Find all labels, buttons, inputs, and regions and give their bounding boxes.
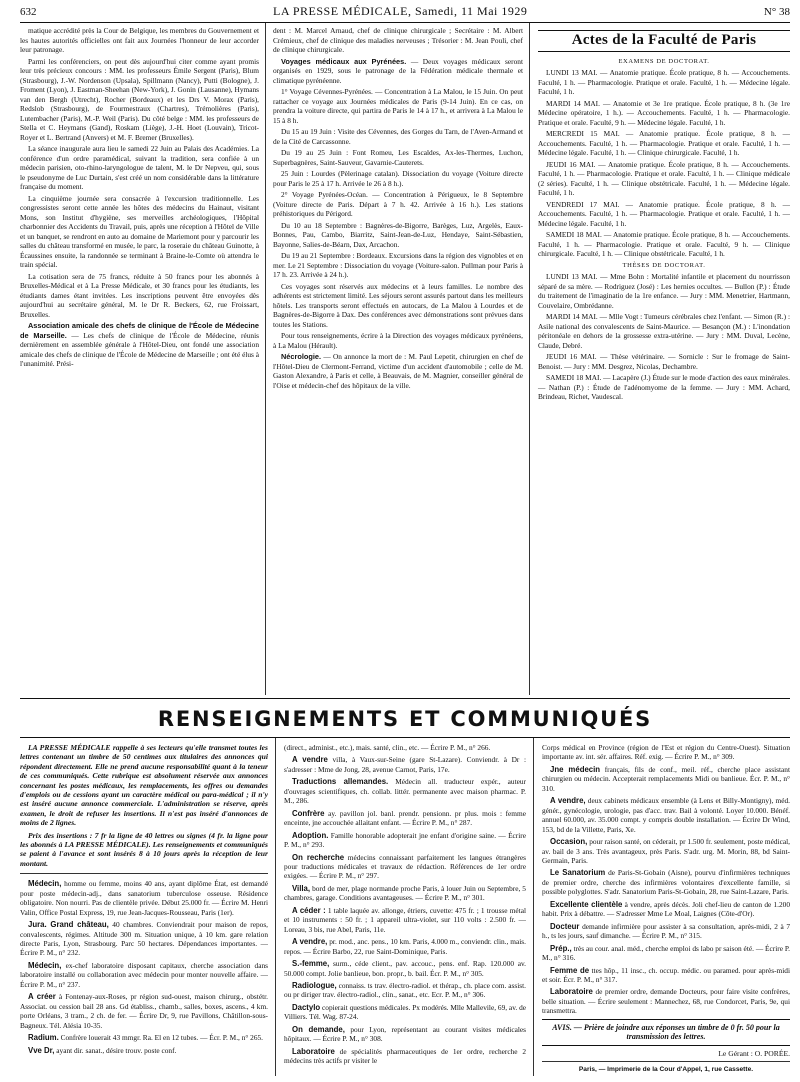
ad-text: demande infirmière pour assister à sa consultation, après-midi, 2 à 7 h., ts les jours, sauf dimanche. — Écrire P. M., n° 315.	[542, 921, 790, 941]
classified-ad	[284, 831, 526, 850]
classified-ad	[20, 961, 268, 989]
exam-entry: JEUDI 16 MAI. — Anatomie pratique. École pratique, 8 h. — Accouchements. Faculté, 1 h. — Pharmacologie. Pratique et orale. Faculté, 1 h. — Clinique médicale (2 séries). Faculté, 1 h. — Clinique obstétricale. Faculté, 1 h. — Médecine légale. Faculté, 1 h.	[538, 159, 790, 197]
thesis-entry: MARDI 14 MAI. — Mlle Vogt : Tumeurs cérébrales chez l'enfant. — Simon (R.) : Asile national des convalescents de Saint-Maurice. — Besançon (M.) : L'inondation péritonéale en dehors de la grossesse extra-utérine. — Jury : MM. Duval, Lecène, Claude, Debré.	[538, 312, 790, 350]
divider	[20, 873, 268, 874]
assoc-text: — Les chefs de clinique de l'École de Médecine, réunis dernièrement en assemblée générale à l'Hôtel-Dieu, ont fondé une association amicale des chefs de clinique de l'École de Médecine de Marseille ; ont été élus à l'unanimité. Prési-	[20, 330, 259, 368]
classified-ad	[20, 879, 268, 917]
ad-text: ay. pavillon jol. banl. prendr. pensionn. pr plus. mois : femme enceinte, jne accouchée allaitant enfant. — Écrire P. M., n° 287.	[284, 808, 526, 828]
paragraph: dent : M. Marcel Arnaud, chef de clinique chirurgicale ; Secrétaire : M. Albert Crémieux, chef de clinique des maladies nerveuses ; Trésorier : M. Jean Pouli, chef de clinique chirurgicale.	[273, 26, 523, 54]
classified-ad	[20, 1033, 268, 1042]
page-header	[20, 4, 790, 23]
ad-text: Corps médical en Province (région de l'Est et région du Centre-Ouest). Situation importante av. int. sér. affaires. Réf. exig. — Écrire P. M., n° 309.	[542, 743, 790, 762]
ad-text: copierait questions médicales. Px modérés. Mlle Mallevile, 69, av. de Villiers. Tél. Wag. 87-24.	[284, 1002, 527, 1022]
ad-lead: Docteur	[550, 921, 580, 931]
ad-lead: Jura. Grand château,	[28, 920, 109, 930]
column-2	[266, 23, 530, 695]
classified-ad	[542, 944, 790, 963]
classifieds-intro	[20, 743, 268, 868]
classified-ad	[542, 796, 790, 834]
paragraph: 1° Voyage Cévennes-Pyrénées. — Concentration à La Malou, le 15 Juin. On peut rattacher ce voyage aux Journées médicales de Paris (9-14 Juin). En ce cas, on prendra la voiture directe, qui partira de Paris le 14 à 17 h., et arrivera à La Malou le 15 à 8 h.	[273, 87, 523, 125]
column-3	[530, 23, 790, 695]
ad-text: connaiss. ts trav. électro-radiol. et thérap., ch. place com. assist. ou pr diriger trav. électro-radiol., clin., sanat., etc. Ecr. P. M., n° 306.	[284, 980, 526, 1000]
ad-lead: Radium.	[28, 1033, 59, 1043]
journal-title: LA PRESSE MÉDICALE, Samedi, 11 Mai 1929	[273, 4, 528, 18]
ad-text: français, fils de conf., meil. réf., cherche place assistant chirurgien ou médecin. Accepterait remplacements Midi ou banlieue. Écr. P. M., n° 310.	[542, 764, 790, 793]
exam-entry: VENDREDI 17 MAI. — Anatomie pratique. École pratique, 8 h. — Accouchements. Faculté, 1 h. — Pharmacologie. Pratique et orale. Faculté, 1 h. — Médecine légale. Faculté, 1 h.	[538, 199, 790, 228]
ad-lead: Dactylo	[292, 1002, 321, 1012]
ad-lead: S.-femme,	[292, 959, 330, 969]
ad-lead: Traductions allemandes.	[292, 777, 389, 787]
ad-text: Famille honorable adopterait jne enfant d'origine saine. — Écrire P. M., n° 293.	[284, 830, 527, 850]
classified-ad	[284, 853, 526, 881]
classified-ad	[542, 868, 790, 896]
ad-text: bord de mer, plage normande proche Paris, à louer Juin ou Septembre, 5 chambres, garage. Conditions avantageuses. — Écrire P. M., n° 301.	[284, 883, 526, 903]
news-section	[20, 23, 790, 695]
faculty-header	[538, 30, 790, 52]
ad-lead: Radiologue,	[292, 980, 337, 990]
classified-ad	[284, 1003, 526, 1022]
gerant-line: Le Gérant : O. PORÉE.	[542, 1049, 790, 1062]
ad-text: à vendre, après décès. Joli chef-lieu de canton de 1.200 habit. Prix à débattre. — S'adresser Mme Le Moal, Laignes (Côte-d'Or).	[542, 899, 790, 919]
classified-ad	[542, 987, 790, 1015]
ad-text: de premier ordre, demande Docteurs, pour faire visite confrères, belle situation. — Écrire seulement : Mannechez, 68, rue Condorcet, Paris, 9e, qui transmettra.	[542, 987, 790, 1016]
column-1	[20, 23, 266, 695]
ad-lead: Le Sanatorium	[550, 868, 606, 878]
classified-ad	[542, 837, 790, 865]
exam-entry: MERCREDI 15 MAI. — Anatomie pratique. École pratique, 8 h. — Accouchements. Faculté, 1 h. — Pharmacologie. Pratique et orale. Faculté, 1 h. — Médecine légale. Faculté, 1 h. — Clinique chirurgicale. Faculté, 1 h.	[538, 129, 790, 157]
classified-ad	[284, 755, 526, 774]
ad-text: pr. mod., anc. pens., 10 km. Paris, 4.000 m., conviendr. clin., mais. repos. — Écrire Barbo, 22, rue Saint-Dominique, Paris.	[284, 937, 526, 956]
ad-lead: A créer	[28, 992, 56, 1002]
paragraph: La séance inaugurale aura lieu le samedi 22 Juin au Palais des Académies. La conférence d'un ordre paramédical, suivant la tradition, sera confiée à un médecin parisien, oto-rhino-laryngologue de talent, M. le Dr Nepveu, qui, sous le pseudonyme de Luc Durtain, s'est créé un nom considérable dans la littérature française du moment.	[20, 144, 259, 191]
classified-ad	[284, 1047, 526, 1066]
faculty-title: Actes de la Faculté de Paris	[571, 32, 757, 48]
necro-paragraph	[273, 352, 523, 390]
paragraph: matique accrédité près la Cour de Belgique, les membres du Gouvernement et les hautes autorités officielles ont fait aux Journées l'honneur de leur accorder leur patronage.	[20, 26, 259, 54]
voyages-paragraph	[273, 57, 523, 86]
ad-text: deux cabinets médicaux ensemble (à Lens et Billy-Montigny), méd. génér., gynécologie, urologie, pas d'acc. trav. Bail à volonté. Loyer 10.000. Bénéf. annuel 60.000, av. 35.000 compt. y compris double installation. — Écrire Dr Wind, 153, bd de la Villette, Paris, Xe.	[542, 796, 790, 834]
classified-ad	[284, 906, 526, 934]
ad-lead: Femme de	[550, 965, 590, 975]
paragraph: Parmi les conférenciers, on peut dès aujourd'hui citer comme ayant promis leur très précieux concours : MM. les professeurs Émile Sergent (Paris), Blum (Strasbourg), J.-W. Nordenson (Upsala), Spillmann (Nancy), Putti (Bologne), J. Froment (Lyon), J. Eastman-Sheehan (New-York), J. Gonin (Lausanne), Hymans van den Bergh (Utrecht), Rocher (Bordeaux) et les Drs V. Morax (Paris), Redslob (Strasbourg), de Fourmestraux (Chartres), Trémolières (Paris), Lutembacher (Paris), M.-P. Weil (Paris). Du côté belge : MM. les professeurs de Stella et C. Heymans (Gand), Roskam (Liège), J.-H. Hoet (Louvain), Tricot-Royer et L. Bertrand (Anvers) et M. F. Bremer (Bruxelles).	[20, 56, 259, 142]
ad-text: médecins connaissant parfaitement les langues étrangères pour traductions médicales et travaux de rédaction. Références de 1er ordre exigées. — Écrire P. M., n° 297.	[284, 852, 526, 881]
classified-ad	[542, 743, 790, 762]
classified-ad	[284, 884, 526, 903]
ad-text: pour Lyon, représentant au courant visites médicales hôpitaux. — Écrire P. M., n° 308.	[284, 1024, 527, 1044]
ad-lead: A vendre	[292, 755, 328, 765]
ad-lead: Prép.,	[550, 943, 572, 953]
ad-lead: A vendre,	[550, 796, 586, 806]
paragraph: Du 19 au 21 Septembre : Bordeaux. Excursions dans la région des vignobles et en mer. Le 21 Septembre : Dissociation du voyage (Voiture-salon. Pullman pour Paris à 17 h. 23. Arrivée à 24 h.).	[273, 251, 523, 279]
ad-text: Médecin all. traducteur expér., auteur d'ouvrages scientifiques, ch. collab. littér. permanente avec maison pharmac. P. M., 286.	[284, 777, 526, 806]
ad-lead: On demande,	[292, 1024, 345, 1034]
assoc-heading: Association amicale des chefs de clinique de l'École de Médecine de Marseille.	[20, 321, 259, 340]
ads-list	[284, 743, 526, 1066]
theses-heading: THÈSES DE DOCTORAT.	[622, 261, 706, 269]
ad-lead: Médecin,	[28, 879, 62, 889]
classifieds-column-2	[276, 738, 534, 1076]
ad-text: très au cour. anal. méd., cherche emploi ds labo pr saison été. — Écrire P. M., n° 316.	[542, 943, 790, 963]
ad-lead: Excellente clientèle	[550, 899, 623, 909]
intro-paragraph: LA PRESSE MÉDICALE rappelle à ses lecteurs qu'elle transmet toutes les lettres contenant un timbre de 50 centimes aux titulaires des annonces qui répondent directement. Elle ne prend aucune responsabilité quant à la teneur de ces communiqués. Cette rubrique est absolument réservée aux annonces concernant les postes médicaux, les remplacements, les offres ou demandes d'emplois ou de cessions ayant un caractère médical ou para-médical ; il n'y est inséré aucune annonce commerciale. L'administration se réserve, après examen, le droit de refuser les insertions. Il n'est pas inséré d'annonces de moins de 2 lignes.	[20, 743, 268, 828]
paragraph: Du 15 au 19 Juin : Visite des Cévennes, des Gorges du Tarn, de l'Aven-Armand et de la Cité de Carcassonne.	[273, 127, 523, 146]
classified-ad	[542, 900, 790, 919]
classified-ad	[542, 922, 790, 941]
ads-list	[542, 743, 790, 1016]
classified-ad	[542, 966, 790, 985]
page-number: 632	[20, 6, 37, 18]
classifieds-section	[20, 738, 790, 1076]
ad-text: ayant dir. sanat., désire trouv. poste conf.	[56, 1045, 177, 1055]
ad-lead: Confrère	[292, 808, 325, 818]
classified-ad	[284, 777, 526, 805]
paragraph: Ces voyages sont réservés aux médecins et à leurs familles. Le nombre des adhérents est strictement limité. Les séjours seront assurés partout dans les meilleurs hôtels. Les transports seront effectués en autocars, de La Malou à Lourdes et de Bagnères-de-Bigorre à Dax. Des conférences avec démonstrations sont prévues dans toutes les Stations.	[273, 281, 523, 329]
ad-text: de Paris-St-Gobain (Aisne), pourvu d'infirmières techniques de premier ordre, cherche des infirmières volontaires d'excellente famille, si possible polyglottes. S'adr. Sanatorium Paris-St-Gobain, 28, rue Saint-Lazare, Paris.	[542, 868, 790, 897]
ad-lead: Adoption.	[292, 830, 329, 840]
exam-entry: SAMEDI 18 MAI. — Anatomie pratique. École pratique, 8 h. — Accouchements. Faculté, 1 h. — Pharmacologie. Pratique et orale. Faculté, 9 h. — Clinique chirurgicale. Faculté, 1 h. — Clinique obstétricale. Faculté, 1 h.	[538, 230, 790, 258]
ad-lead: Laboratoire	[550, 987, 593, 997]
classified-ad	[20, 920, 268, 958]
ad-text: à Fontenay-aux-Roses, pr région sud-ouest, maison chirurg., obstétr. Associat. ou cession bail 28 ans. Gd établiss., chamb., salles, boxes, ascens., 4 km. porte Orléans, 3 tram., 2 ch. de fer. — Écrire Dr, 9, rue Pavillons, Châtillon-sous-Bagneux. Tél. Alésia 10-35.	[20, 992, 268, 1030]
ad-lead: Jne médecin	[550, 764, 601, 774]
voyages-heading: Voyages médicaux aux Pyrénées.	[281, 56, 407, 66]
paragraph: La cinquième journée sera consacrée à l'excursion traditionnelle. Les congressistes seront cette année les hôtes des médecins du Hainaut, visitant Mons, son Institut d'hygiène, ses merveilles archéologiques, l'Hôpital charbonnier des Accidents du Travail, puis, après une réception à l'Hôtel de Ville et un banquet, se rendront en auto au domaine de Mariemont pour y parcourir les salles du château transformé en musée, le parc, la roseraie du château Guinotte, à Écaussines ensuite, la randonnée se terminant à Braine-le-Comte où attendra le train spécial.	[20, 193, 259, 269]
ad-text: (direct., administ., etc.), mais. santé, clin., etc. — Écrire P. M., n° 266.	[284, 743, 491, 752]
classified-ad	[20, 992, 268, 1030]
ad-text: Confrère louerait 43 mmgr. Ra. El en 12 tubes. — Écr. P. M., n° 265.	[60, 1033, 264, 1043]
ad-lead: On recherche	[292, 852, 345, 862]
paragraph: Du 19 au 25 Juin : Font Romeu, Les Escaldes, Ax-les-Thermes, Luchon, Superbagnères, Saint-Sauveur, Gavarnie-Cauterets.	[273, 148, 523, 167]
assoc-paragraph	[20, 321, 259, 369]
ad-lead: Villa,	[292, 883, 311, 893]
ad-lead: Laboratoire	[292, 1046, 335, 1056]
classified-ad	[20, 1046, 268, 1055]
exam-heading: EXAMENS DE DOCTORAT.	[618, 57, 710, 65]
exam-entry: MARDI 14 MAI. — Anatomie et 3e 1re pratique. École pratique, 8 h. (3e 1re Médecine opératoire, 1 h.). — Accouchements. Faculté, 1 h. — Pharmacologie. Pratique et orale. Faculté, 9 h. — Médecine légale. Faculté, 1 h.	[538, 98, 790, 127]
issue-number: N° 38	[763, 6, 790, 18]
ad-text: ttes hôp., 11 insc., ch. occup. médic. ou paramed. pour après-midi et soir. Écr. P. M., n° 317.	[542, 965, 790, 984]
classifieds-column-3	[534, 738, 790, 1076]
paragraph: 25 Juin : Lourdes (Pèlerinage catalan). Dissociation du voyage (Voiture directe pour Paris le 25 à 17 h. Arrivée le 26 à 8 h.).	[273, 169, 523, 188]
thesis-entry: LUNDI 13 MAI. — Mme Bohn : Mortalité infantile et placement du nourrisson séparé de sa mère. — Rodriguez (José) : Les hernies occultes. — Bullon (P.) : Étude du traitement de l'imaginatio de la 1re enfance. — Jury : MM. Menetrier, Hartmann, Couvelaire, Ombrédanne.	[538, 272, 790, 310]
paragraph: La cotisation sera de 75 francs, réduite à 50 francs pour les abonnés à Bruxelles-Médical et à La Presse Médicale, et 30 francs pour les étudiants, les étudiants dames étant invitées. Les inscriptions peuvent être envoyées dès aujourd'hui au secrétaire général, M. le Dr R. Beckers, 62, rue Froissart, Bruxelles.	[20, 271, 259, 319]
paragraph: 2° Voyage Pyrénées-Océan. — Concentration à Périgueux, le 8 Septembre (Voiture directe de Paris. Départ à 7 h. 42. Arrivée à 16 h.). Les stations préhistoriques du Périgord.	[273, 190, 523, 218]
exam-entry: LUNDI 13 MAI. — Anatomie pratique. École pratique, 8 h. — Accouchements. Faculté, 1 h. — Pharmacologie. Pratique et orale. Faculté, 1 h. — Médecine légale. Faculté, 1 h.	[538, 68, 790, 96]
section-banner: RENSEIGNEMENTS ET COMMUNIQUÉS	[20, 699, 790, 738]
ad-text: villa, à Vaux-sur-Seine (gare St-Lazare). Conviendr. à Dr : s'adresser : Mme de Jong, 28, avenue Carnot, Paris, 17e.	[284, 755, 527, 774]
printer-line: Paris, — Imprimerie de la Cour d'Appel, 1, rue Cassette.	[578, 1066, 754, 1074]
classified-ad	[284, 1025, 526, 1044]
classified-ad	[284, 959, 526, 978]
ad-lead: Occasion,	[550, 837, 588, 847]
classified-ad	[284, 743, 526, 752]
intro-paragraph: Prix des insertions : 7 fr la ligne de 40 lettres ou signes (4 fr. la ligne pour les abonnés à LA PRESSE MÉDICALE). Les renseignements et communiqués se paient à l'avance et sont insérés 8 à 10 jours après la réception de leur montant.	[20, 830, 268, 868]
ad-text: homme ou femme, moins 40 ans, ayant diplôme État, est demandé pour poste médecin-adj., dans sanatorium tuberculose osseuse. Résidence obligatoire. Non nourri. Pas de clientèle privée. Début 25.000 fr. — Écrire M. Henri Valin, Office Postal Express, 19, rue Jean-Jacques-Rousseau, Paris (1er).	[20, 879, 268, 917]
ad-lead: A vendre,	[292, 937, 328, 947]
classified-ad	[284, 937, 526, 956]
ads-list	[20, 879, 268, 1055]
classified-ad	[284, 981, 526, 1000]
ad-lead: Médecin,	[28, 960, 62, 970]
ad-text: de spécialités pharmaceutiques de 1er ordre, recherche 2 médecins très actifs pr visiter le	[284, 1046, 526, 1066]
necro-text: — On annonce la mort de : M. Paul Lepetit, chirurgien en chef de l'Hôtel-Dieu de Clermont-Ferrand, victime d'un accident d'automobile ; celle de M. Gaston Alexandre, à Paris et celle, à Beauvais, de M. Magnier, conseiller général de l'Oise et médecin-chef des hôpitaux de la ville.	[273, 352, 523, 390]
ad-lead: Vve Dr,	[28, 1045, 55, 1055]
voyages-intro: — Deux voyages médicaux seront organisés en 1929, sous le patronage de la Fédération médicale thermale et climatique pyrénéenne.	[273, 56, 523, 85]
ad-text: ex-chef laboratoire disposant capitaux, cherche association dans laboratoire installé ou collaboration avec médecin pour monter nouvelle affaire. — Écrire P. M., n° 237.	[20, 960, 268, 989]
avis-notice: AVIS. — Prière de joindre aux réponses un timbre de 0 fr. 50 pour la transmission des lettres.	[542, 1019, 790, 1046]
ad-lead: A céder :	[292, 905, 326, 915]
classified-ad	[542, 765, 790, 793]
ad-text: surm., céde client., pav. accouc., pens. enf. Rap. 120.000 av. 50.000 compt. Jolie banlieue, bon. propr., b. bail. Écr. P. M., n° 305.	[284, 959, 526, 978]
necro-heading: Nécrologie.	[281, 352, 321, 361]
thesis-entry: SAMEDI 18 MAI. — Lacapère (J.) Étude sur le mode d'action des eaux minérales. — Nathan (P.) : Étude de l'adénomyome de la femme. — Jury : MM. Achard, Brindeau, Richet, Vaudescal.	[538, 373, 790, 401]
classified-ad	[284, 809, 526, 828]
classifieds-column-1	[20, 738, 276, 1076]
thesis-entry: JEUDI 16 MAI. — Thèse vétérinaire. — Sornicle : Sur le fromage de Saint-Benoist. — Jury : MM. Desgrez, Nicolas, Dechambre.	[538, 352, 790, 371]
ad-text: 1 table laquée av. allonge, étriers, cuvette: 475 fr. ; 1 trousse métal et 10 instruments : 50 fr. ; 1 appareil ultra-violet, sur 110 volts : 2.500 fr. — Loreau, 3 bis, rue Abel, Paris, 11e.	[284, 905, 527, 934]
ad-text: 40 chambres. Conviendrait pour maison de repos, convalescents, régimes. Altitude 300 m. Situation unique, à 10 km. gare relation directe Paris, Lyon, Strasbourg. Parc 50 hectares. Dépendances importantes. — Écrire P. M., n° 232.	[20, 920, 269, 958]
paragraph: Pour tous renseignements, écrire à la Direction des voyages médicaux pyrénéens, à La Malou (Hérault).	[273, 331, 523, 350]
paragraph: Du 10 au 18 Septembre : Bagnères-de-Bigorre, Barèges, Luz, Argelès, Eaux-Bonnes, Pau, Cambo, Biarritz, Saint-Jean-de-Luz, Hendaye, Saint-Sébastien, Bayonne, Salies-de-Béarn, Dax, Arcachon.	[273, 220, 523, 249]
ad-text: pour raison santé, on céderait, pr 1.500 fr. seulement, poste médical, av. bail de 3 ans. Très avantageux, près Paris. S'adr. urg. M. Morin, 88, bd Saint-Germain, Paris.	[542, 837, 790, 865]
